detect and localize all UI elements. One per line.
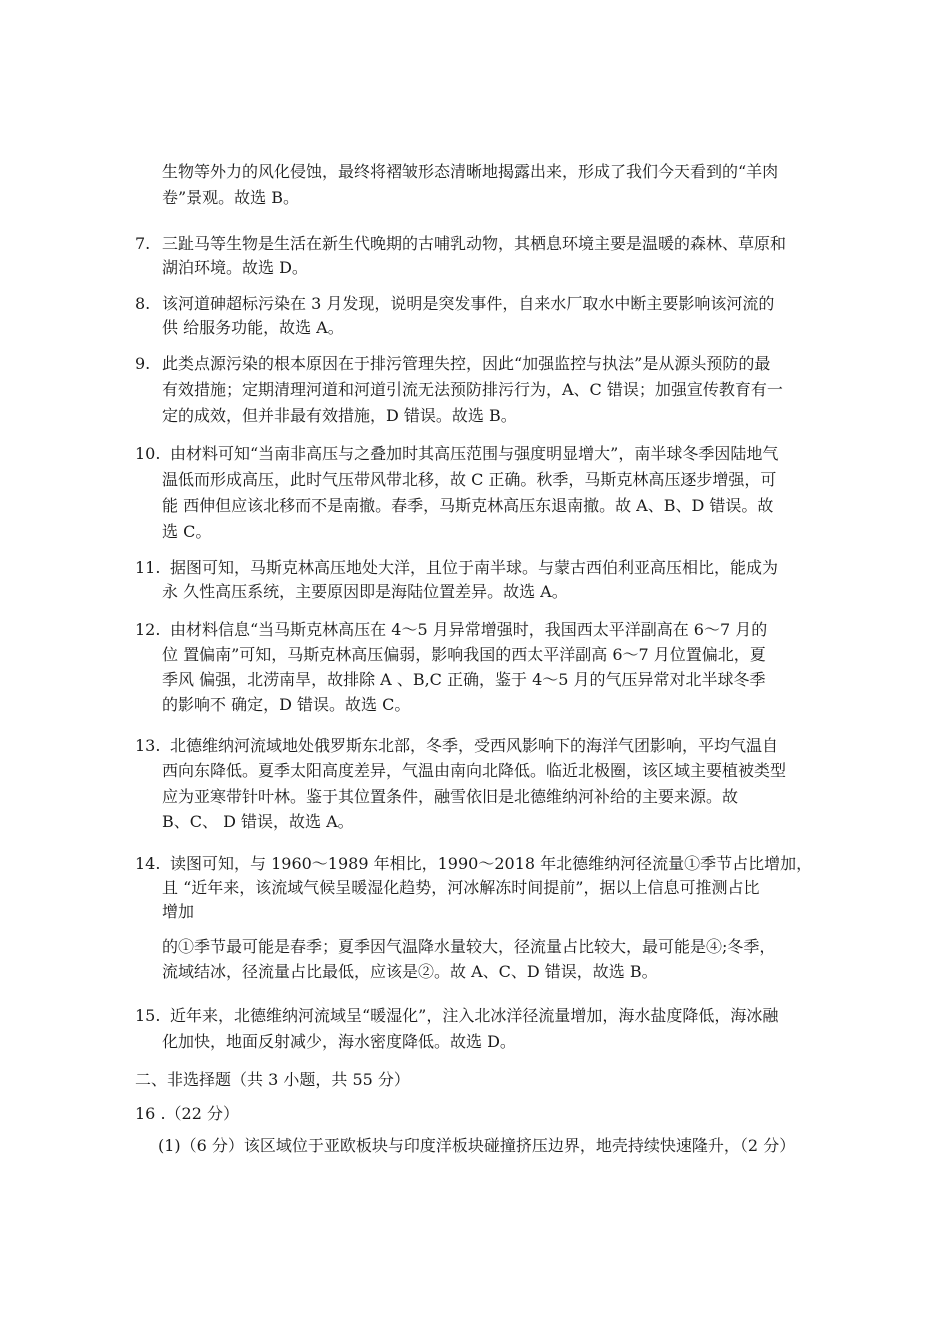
item-7-line-2: 湖泊环境。故选 D。: [162, 258, 308, 277]
item-10-line-2: 温低而形成高压，此时气压带风带北移，故 C 正确。秋季，马斯克林高压逐步增强，可: [162, 470, 777, 489]
item-12-line-4: 的影响不 确定，D 错误。故选 C。: [162, 695, 411, 714]
item-13-line-2: 西向东降低。夏季太阳高度差异，气温由南向北降低。临近北极圈，该区域主要植被类型: [162, 761, 787, 780]
item-10-line-4: 选 C。: [162, 522, 212, 541]
question-16-part-1: (1)（6 分）该区域位于亚欧板块与印度洋板块碰撞挤压边界，地壳持续快速隆升，（2 分）: [158, 1136, 796, 1155]
section-title: 二、非选择题（共 3 小题，共 55 分）: [135, 1070, 410, 1089]
item-15-line-1: 近年来，北德维纳河流域呈“暖湿化”，注入北冰洋径流量增加，海水盐度降低，海冰融: [170, 1006, 779, 1025]
item-8-line-1: 该河道砷超标污染在 3 月发现，说明是突发事件，自来水厂取水中断主要影响该河流的: [162, 294, 775, 313]
item-6-line-1: 生物等外力的风化侵蚀，最终将褶皱形态清晰地揭露出来，形成了我们今天看到的“羊肉: [162, 162, 779, 181]
item-14-line-1: 读图可知，与 1960～1989 年相比，1990～2018 年北德维纳河径流量①季节占比增加，: [170, 854, 813, 873]
item-12-line-1: 由材料信息“当马斯克林高压在 4～5 月异常增强时，我国西太平洋副高在 6～7 月的: [170, 620, 768, 639]
item-9-line-1: 此类点源污染的根本原因在于排污管理失控，因此“加强监控与执法”是从源头预防的最: [162, 354, 771, 373]
item-14-line-3: 增加: [162, 902, 195, 921]
item-7-line-1: 三趾马等生物是生活在新生代晚期的古哺乳动物，其栖息环境主要是温暖的森林、草原和: [162, 234, 787, 253]
item-9-number: 9.: [135, 354, 151, 373]
item-10-number: 10.: [135, 444, 161, 463]
item-7-number: 7.: [135, 234, 151, 253]
question-16-header: 16 .（22 分）: [135, 1104, 239, 1123]
item-14-cont-line-1: 的①季节最可能是春季；夏季因气温降水量较大，径流量占比较大，最可能是④;冬季，: [162, 937, 776, 956]
item-14-number: 14.: [135, 854, 161, 873]
item-13-line-1: 北德维纳河流域地处俄罗斯东北部，冬季，受西风影响下的海洋气团影响，平均气温自: [170, 736, 779, 755]
item-15-line-2: 化加快，地面反射减少，海水密度降低。故选 D。: [162, 1032, 516, 1051]
item-8-line-2: 供 给服务功能，故选 A。: [162, 318, 344, 337]
item-8-number: 8.: [135, 294, 151, 313]
item-10-line-3: 能 西伸但应该北移而不是南撤。春季，马斯克林高压东退南撤。故 A、B、D 错误。故: [162, 496, 774, 515]
item-14-cont-line-2: 流域结冰，径流量占比最低，应该是②。故 A、C、D 错误，故选 B。: [162, 962, 658, 981]
item-10-line-1: 由材料可知“当南非高压与之叠加时其高压范围与强度明显增大”，南半球冬季因陆地气: [170, 444, 779, 463]
item-14-line-2: 且 “近年来，该流域气候呈暖湿化趋势，河冰解冻时间提前”，据以上信息可推测占比: [162, 878, 760, 897]
item-15-number: 15.: [135, 1006, 161, 1025]
item-13-number: 13.: [135, 736, 161, 755]
item-11-number: 11.: [135, 558, 161, 577]
item-6-line-2: 卷”景观。故选 B。: [162, 188, 300, 207]
item-9-line-2: 有效措施；定期清理河道和河道引流无法预防排污行为，A、C 错误；加强宣传教育有一: [162, 380, 783, 399]
item-9-line-3: 定的成效，但并非最有效措施，D 错误。故选 B。: [162, 406, 517, 425]
item-12-line-2: 位 置偏南”可知，马斯克林高压偏弱，影响我国的西太平洋副高 6～7 月位置偏北，夏: [162, 645, 766, 664]
item-11-line-2: 永 久性高压系统，主要原因即是海陆位置差异。故选 A。: [162, 582, 568, 601]
item-13-line-4: B、C、 D 错误，故选 A。: [162, 812, 354, 831]
item-11-line-1: 据图可知，马斯克林高压地处大洋，且位于南半球。与蒙古西伯利亚高压相比，能成为: [170, 558, 779, 577]
item-12-line-3: 季风 偏强，北涝南旱，故排除 A 、B,C 正确，鉴于 4～5 月的气压异常对北半球冬季: [162, 670, 766, 689]
item-12-number: 12.: [135, 620, 161, 639]
item-13-line-3: 应为亚寒带针叶林。鉴于其位置条件，融雪依旧是北德维纳河补给的主要来源。故: [162, 787, 739, 806]
